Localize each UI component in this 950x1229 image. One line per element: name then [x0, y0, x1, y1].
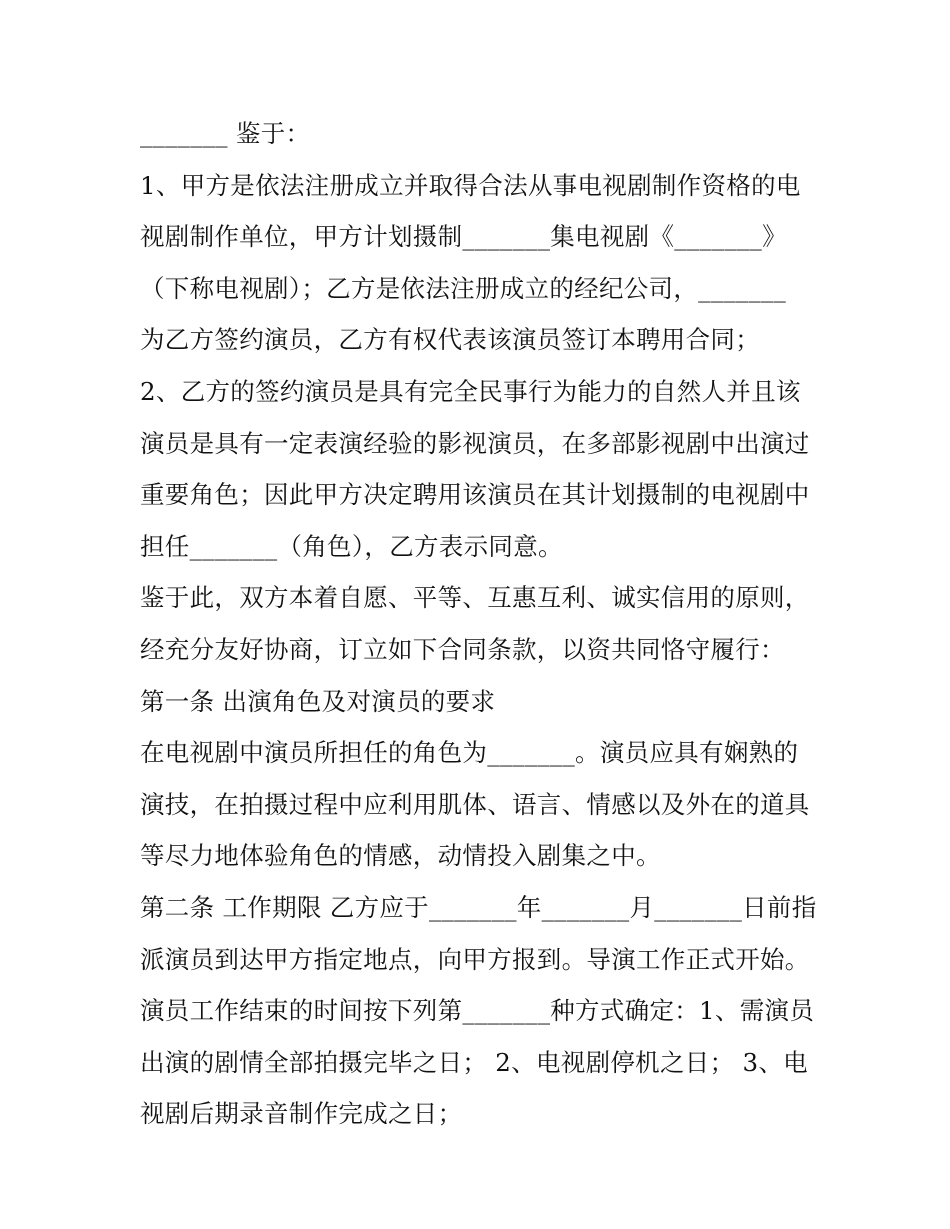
text-line: 等尽力地体验角色的情感，动情投入剧集之中。: [140, 841, 661, 871]
text-line: 派演员到达甲方指定地点，向甲方报到。导演工作正式开始。: [140, 944, 810, 974]
section-heading: 第一条 出演角色及对演员的要求: [140, 686, 496, 716]
text-line: 演技，在拍摄过程中应利用肌体、语言、情感以及外在的道具: [140, 789, 810, 819]
section-heading: 第二条 工作期限 乙方应于_______年_______月_______日前指: [140, 892, 817, 922]
text-line: 视剧后期录音制作完成之日；: [140, 1099, 463, 1129]
text-line: 演员是具有一定表演经验的影视演员，在多部影视剧中出演过: [140, 428, 810, 458]
text-line: （下称电视剧）；乙方是依法注册成立的经纪公司，_______: [140, 273, 786, 303]
text-line: 演员工作结束的时间按下列第_______种方式确定：1、需演员: [140, 996, 815, 1026]
text-line: _______ 鉴于：: [140, 119, 311, 148]
text-line: 担任_______（角色），乙方表示同意。: [140, 531, 563, 561]
contract-body: [140, 108, 830, 1140]
text-line: 视剧制作单位，甲方计划摄制_______集电视剧《_______》: [140, 222, 787, 252]
text-line: 2、乙方的签约演员是具有完全民事行为能力的自然人并且该: [140, 376, 801, 406]
text-line: 经充分友好协商，订立如下合同条款，以资共同恪守履行：: [140, 634, 785, 664]
text-line: 在电视剧中演员所担任的角色为_______。演员应具有娴熟的: [140, 738, 799, 768]
text-line: 为乙方签约演员，乙方有权代表该演员签订本聘用合同；: [140, 325, 760, 355]
text-line: 重要角色；因此甲方决定聘用该演员在其计划摄制的电视剧中: [140, 480, 810, 510]
text-line: 1、甲方是依法注册成立并取得合法从事电视剧制作资格的电: [140, 170, 801, 200]
text-line: 出演的剧情全部拍摄完毕之日； 2、电视剧停机之日； 3、电: [140, 1047, 808, 1077]
text-line: 鉴于此，双方本着自愿、平等、互惠互利、诚实信用的原则，: [140, 583, 810, 613]
